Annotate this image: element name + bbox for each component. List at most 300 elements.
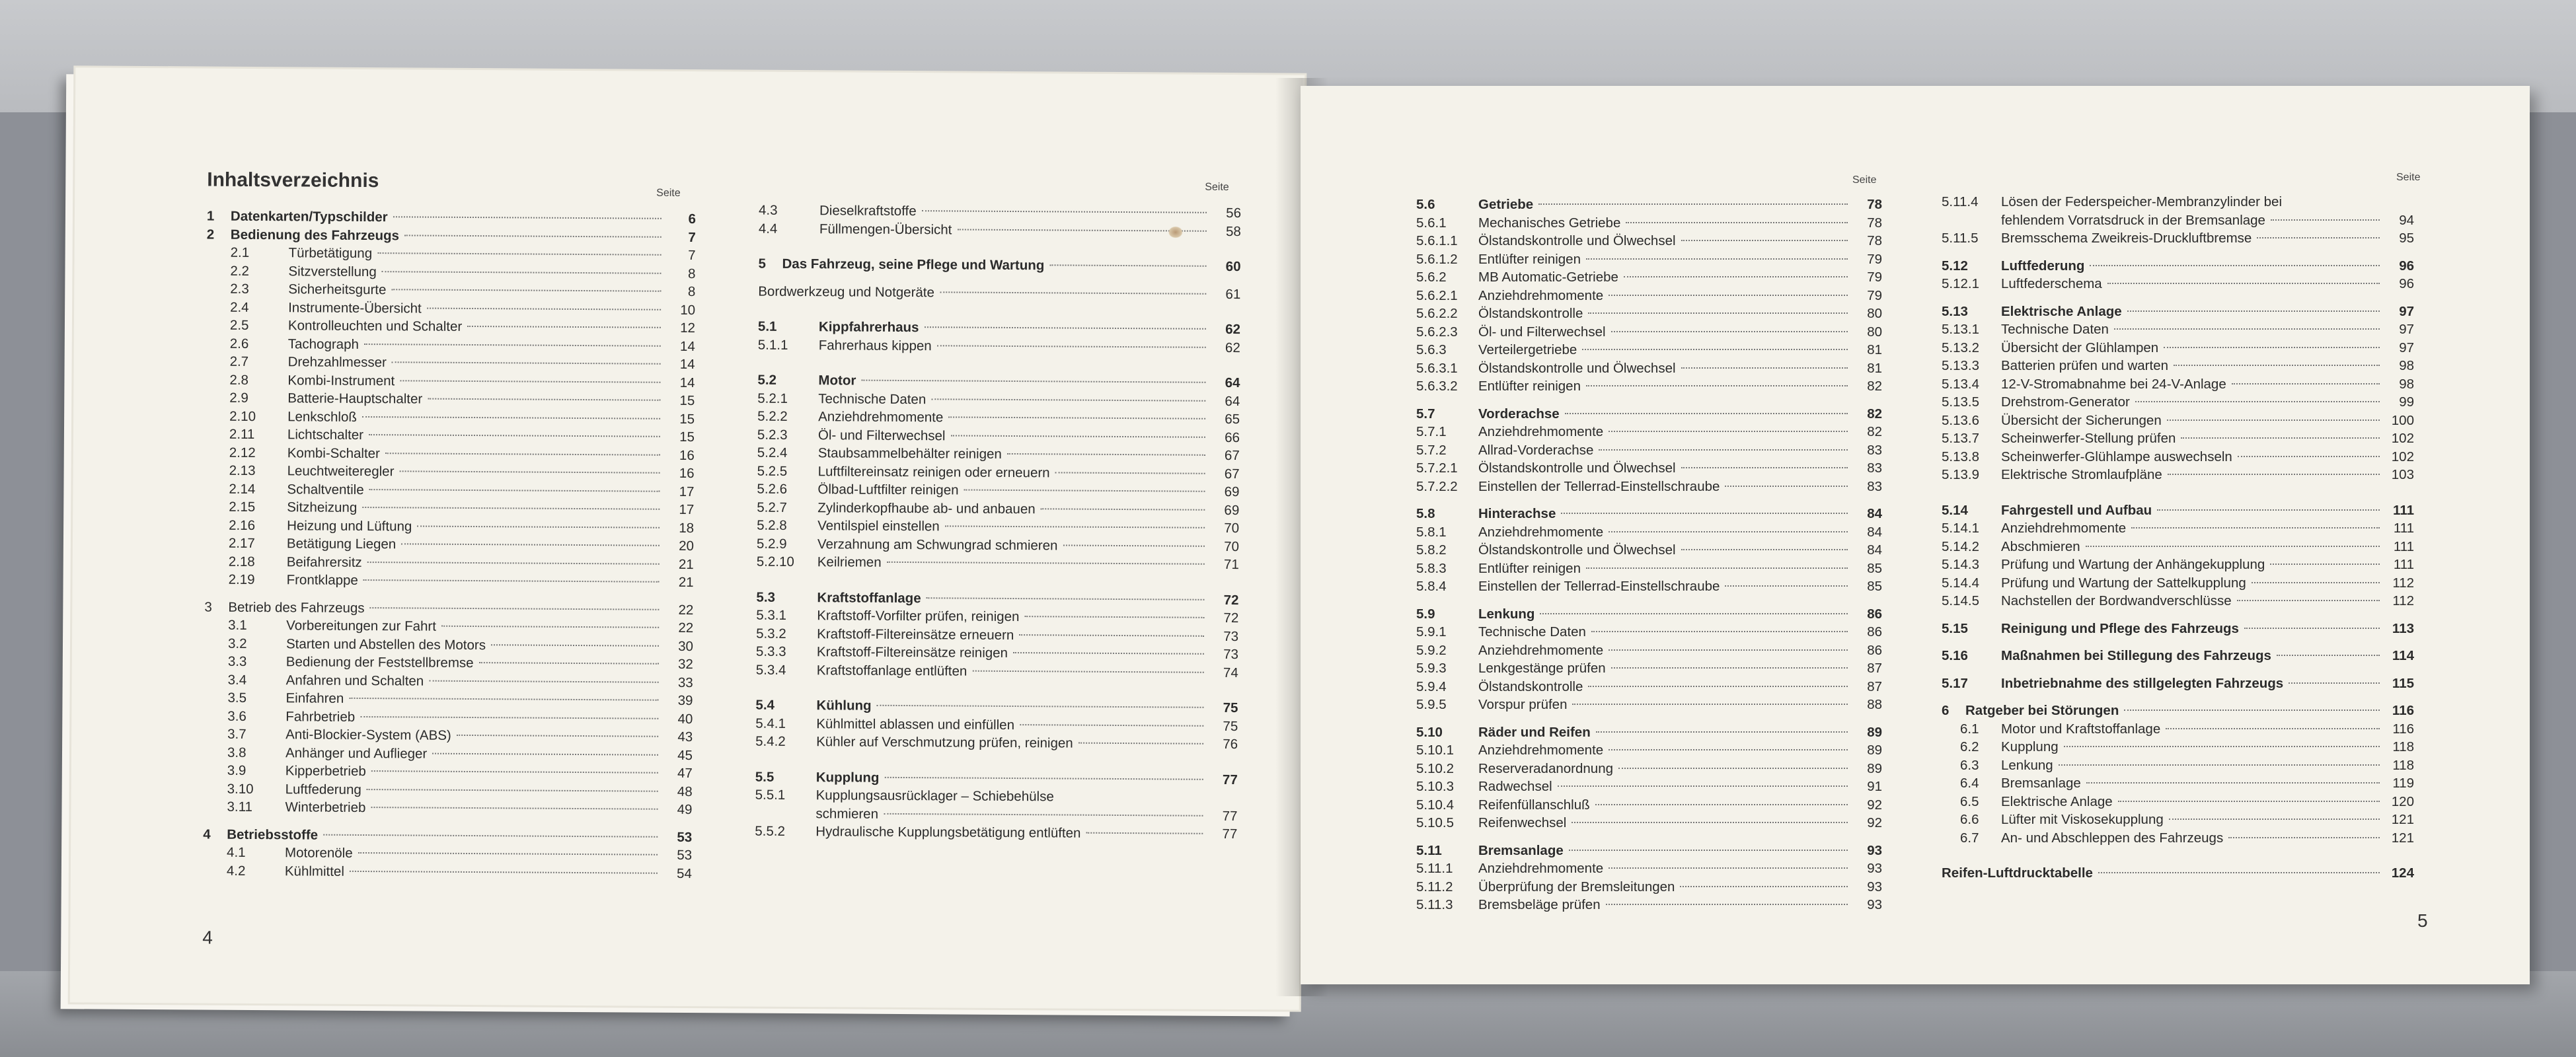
dot-leader [417, 525, 660, 528]
toc-entry-page: 78 [1867, 233, 1882, 248]
toc-entry-title: Allrad-Vorderachse [1478, 442, 1594, 458]
toc-entry-title: Entlüfter reinigen [1478, 251, 1581, 267]
toc-entry-number: 2.5 [229, 317, 249, 333]
toc-entry-page: 116 [2392, 721, 2414, 737]
toc-entry-page: 84 [1867, 524, 1882, 540]
toc-entry-number: 3.8 [227, 745, 246, 760]
toc-entry-title: Nachstellen der Bordwandverschlüsse [2001, 593, 2232, 608]
toc-entry [1416, 723, 1882, 742]
toc-entry-number: 3.4 [227, 672, 247, 688]
dot-leader [350, 870, 658, 873]
toc-entry-page: 15 [679, 411, 695, 427]
toc-entry-number: 5.6 [1416, 197, 1435, 212]
dot-leader [1013, 652, 1204, 655]
dot-leader [887, 562, 1205, 565]
dot-leader [940, 291, 1206, 294]
dot-leader [2064, 746, 2380, 747]
toc-entry-page: 93 [1867, 879, 1882, 894]
page-title: Inhaltsverzeichnis [207, 168, 379, 192]
toc-entry-page: 103 [2391, 467, 2414, 482]
dot-leader [2086, 782, 2380, 784]
toc-entry [755, 733, 1238, 754]
dot-leader [1611, 667, 1848, 669]
toc-entry-page: 64 [1225, 375, 1240, 391]
toc-entry-title: Lüfter mit Viskosekupplung [2001, 812, 2164, 827]
toc-entry-number: 5.6.1 [1416, 215, 1447, 231]
toc-entry-title: Zylinderkopfhaube ab- und anbauen [817, 499, 1036, 517]
toc-entry-number: 5.6.2.3 [1416, 324, 1458, 340]
toc-entry [1942, 519, 2414, 538]
toc-entry-page: 64 [1225, 393, 1240, 409]
toc-entry-number: 5.9.2 [1416, 642, 1447, 658]
toc-entry-number: 3.7 [227, 726, 246, 742]
toc-entry-title: Ölstandskontrolle und Ölwechsel [1478, 460, 1676, 476]
toc-entry-number: 3.11 [227, 799, 252, 815]
toc-entry [755, 696, 1238, 717]
dot-leader [2228, 837, 2380, 838]
toc-entry-page: 16 [679, 447, 695, 463]
toc-entry [1942, 193, 2414, 211]
toc-entry-page: 69 [1224, 484, 1240, 500]
toc-entry-title: Scheinwerfer-Glühlampe auswechseln [2001, 449, 2232, 464]
toc-entry-page: 8 [687, 283, 696, 300]
toc-entry-page: 78 [1867, 215, 1882, 231]
toc-entry [757, 462, 1240, 483]
toc-column-4 [1942, 193, 2414, 883]
toc-entry-title: Winterbetrieb [285, 799, 366, 816]
toc-entry-page: 22 [678, 620, 694, 636]
toc-entry [758, 336, 1240, 357]
toc-entry-number: 5.13.8 [1942, 449, 1979, 464]
toc-entry-number: 5.4.2 [755, 733, 786, 749]
toc-entry-number: 6.7 [1960, 830, 1979, 846]
toc-entry-page: 98 [2399, 358, 2414, 373]
toc-entry-page: 115 [2392, 675, 2414, 691]
dot-leader [1725, 585, 1848, 587]
toc-entry [1416, 896, 1882, 914]
toc-column-3 [1416, 196, 1882, 914]
toc-entry-page: 92 [1867, 815, 1882, 830]
toc-entry-title: Anziehdrehmomente [1478, 524, 1604, 540]
toc-entry [1416, 523, 1882, 542]
dot-leader [1681, 240, 1848, 241]
toc-entry-title: Lichtschalter [287, 427, 364, 443]
toc-entry-page: 102 [2391, 431, 2414, 446]
seite-label: Seite [1852, 174, 1877, 186]
toc-entry-number: 5.2.8 [757, 517, 787, 533]
toc-entry-page: 43 [677, 729, 693, 745]
toc-entry [203, 798, 692, 819]
toc-entry-number: 5.4.1 [755, 715, 786, 731]
toc-entry-title: Datenkarten/Typschilder [230, 208, 388, 225]
dot-leader [945, 525, 1205, 528]
toc-entry [758, 318, 1240, 339]
toc-entry [1416, 268, 1882, 287]
toc-entry-title: Starten und Abstellen des Motors [285, 636, 486, 653]
toc-entry [757, 480, 1239, 501]
toc-entry [757, 444, 1240, 465]
toc-entry-number: 5.3.4 [755, 662, 786, 678]
dot-leader [1572, 704, 1848, 705]
dot-leader [400, 380, 660, 383]
toc-entry [1416, 250, 1882, 269]
toc-entry-page: 72 [1223, 592, 1239, 608]
dot-leader [1680, 886, 1848, 887]
toc-entry-number: 5.5 [755, 769, 775, 785]
toc-entry-title: Fahrgestell und Aufbau [2001, 502, 2152, 518]
dot-leader [1558, 785, 1848, 787]
dot-leader [399, 470, 660, 473]
dot-leader [1086, 832, 1203, 834]
dot-leader [931, 398, 1205, 402]
dot-leader [1626, 222, 1848, 223]
toc-entry-number: 4.4 [758, 221, 778, 237]
toc-entry-page: 84 [1867, 542, 1882, 558]
toc-entry-page: 91 [1867, 779, 1882, 794]
toc-entry-title: Motorenöle [285, 845, 353, 861]
toc-entry-title: Reifenwechsel [1478, 815, 1567, 830]
toc-entry-title: Prüfung und Wartung der Sattelkupplung [2001, 575, 2246, 591]
toc-entry-page: 21 [678, 574, 694, 591]
toc-entry-page: 49 [677, 801, 693, 818]
dot-leader [1538, 203, 1848, 205]
toc-entry [1942, 257, 2414, 275]
toc-entry [1942, 556, 2414, 574]
toc-entry-page: 18 [679, 520, 695, 536]
toc-entry-title: Einstellen der Tellerrad-Einstellschraube [1478, 478, 1720, 494]
dot-leader [1609, 749, 1848, 750]
dot-leader [1681, 467, 1848, 468]
toc-entry-page: 12 [680, 320, 696, 336]
toc-entry-title: Lösen der Federspeicher-Membranzylinder bei [2001, 194, 2283, 209]
toc-entry-page: 111 [2393, 538, 2414, 554]
toc-entry-number: 5.3.1 [756, 607, 786, 623]
dot-leader [2232, 383, 2380, 384]
toc-entry-page: 71 [1223, 556, 1239, 573]
toc-entry [1942, 448, 2414, 466]
toc-entry-number: 4.3 [758, 202, 778, 218]
dot-leader [1049, 264, 1206, 266]
dot-leader [2289, 682, 2380, 684]
dot-leader [371, 807, 658, 810]
page-number: 5 [2417, 910, 2428, 931]
toc-entry-number: 3.5 [227, 690, 247, 706]
toc-entry-title: Verzahnung am Schwungrad schmieren [817, 536, 1058, 553]
toc-entry [757, 553, 1239, 574]
toc-entry-title: Kipperbetrieb [285, 763, 366, 780]
dot-leader [2118, 801, 2380, 802]
toc-entry [1416, 214, 1882, 233]
toc-entry [1942, 674, 2414, 693]
dot-leader [1609, 531, 1848, 532]
toc-entry-number: 2.8 [229, 372, 249, 388]
toc-entry-number: 6 [1942, 703, 1950, 718]
toc-entry-page: 6 [688, 211, 697, 227]
toc-entry-number: 5.9.1 [1416, 624, 1447, 639]
toc-entry-title: Technische Daten [1478, 624, 1586, 639]
dot-leader [428, 398, 660, 401]
dot-leader [1606, 904, 1848, 905]
toc-entry-number: 2.19 [228, 571, 255, 588]
toc-entry-title: Betrieb des Fahrzeugs [228, 599, 365, 616]
toc-entry-number: 5.14.3 [1942, 557, 1979, 572]
toc-entry-page: 65 [1225, 411, 1240, 427]
toc-entry-number: 5.11.4 [1942, 194, 1979, 209]
toc-entry-page: 60 [1225, 258, 1241, 275]
toc-entry-title: Lenkung [2001, 757, 2053, 773]
toc-entry-number: 5.6.1.2 [1416, 251, 1458, 267]
toc-entry-page: 83 [1867, 478, 1882, 494]
dot-leader [884, 813, 1203, 816]
toc-entry-number: 5.13.5 [1942, 394, 1979, 410]
dot-leader [1596, 731, 1848, 733]
dot-leader [371, 770, 658, 774]
dot-leader [2252, 582, 2380, 583]
toc-entry-title: Kraftstoffanlage [817, 589, 921, 606]
toc-entry-number: 5.2.4 [757, 445, 788, 460]
dot-leader [358, 852, 658, 856]
toc-entry-page: 79 [1867, 251, 1882, 267]
toc-entry-page: 17 [679, 501, 695, 518]
toc-entry-number: 5.2.5 [757, 463, 788, 479]
toc-entry [1416, 741, 1882, 760]
toc-entry [1416, 541, 1882, 560]
toc-entry-number: 5.14.5 [1942, 593, 1979, 608]
dot-leader [2059, 764, 2380, 766]
dot-leader [964, 490, 1205, 492]
toc-entry-number: 5.11 [1416, 842, 1442, 858]
toc-entry-number: 5.11.5 [1942, 231, 1979, 246]
toc-entry-title: Kühlmittel [284, 863, 345, 879]
toc-entry-number: 5.13.7 [1942, 431, 1979, 446]
toc-entry-title: Kraftstoffanlage entlüften [816, 662, 967, 679]
toc-entry-page: 97 [2399, 340, 2414, 355]
toc-entry-title: Entlüfter reinigen [1478, 560, 1581, 576]
dot-leader [369, 434, 660, 437]
toc-entry-page: 100 [2391, 412, 2414, 428]
toc-entry-page: 83 [1867, 442, 1882, 458]
toc-entry-page: 22 [678, 602, 694, 618]
toc-entry-number: 3 [204, 599, 212, 615]
toc-entry-page: 70 [1224, 538, 1240, 554]
dot-leader [2237, 600, 2380, 601]
dot-leader [1595, 804, 1848, 805]
toc-entry-title: Leuchtweiteregler [287, 463, 395, 480]
toc-entry [1942, 620, 2414, 638]
toc-entry [1942, 357, 2414, 375]
dot-leader [1565, 413, 1848, 414]
toc-entry-page: 56 [1226, 205, 1242, 221]
dot-leader [2244, 628, 2380, 629]
toc-entry-page: 96 [2399, 258, 2414, 273]
toc-entry-number: 5.2.10 [756, 554, 794, 569]
toc-entry-number: 5.13.4 [1942, 376, 1979, 392]
toc-entry-title: Frontklappe [286, 572, 358, 588]
toc-entry-number: 3.6 [227, 708, 246, 724]
dot-leader [441, 626, 659, 628]
toc-entry-page: 89 [1867, 743, 1882, 758]
dot-leader [369, 489, 660, 492]
toc-entry-page: 124 [2391, 865, 2414, 881]
toc-entry [1942, 738, 2414, 756]
dot-leader [2174, 365, 2380, 366]
toc-entry-number: 5.6.3.2 [1416, 379, 1458, 394]
toc-entry-page: 7 [688, 229, 696, 245]
dot-leader [370, 607, 660, 610]
toc-entry-number: 2.1 [230, 244, 250, 260]
toc-entry-title: Elektrische Anlage [2001, 303, 2122, 319]
dot-leader [2277, 655, 2380, 656]
toc-entry [757, 498, 1239, 519]
dot-leader [2114, 328, 2380, 330]
toc-entry [1942, 574, 2414, 593]
toc-entry-page: 69 [1224, 502, 1240, 518]
toc-entry-title: Fahrbetrieb [285, 708, 356, 725]
dot-leader [392, 361, 661, 364]
toc-entry-page: 7 [688, 247, 696, 264]
toc-entry-page: 102 [2391, 449, 2414, 464]
toc-entry [1416, 323, 1882, 342]
toc-entry-page: 93 [1867, 842, 1882, 858]
toc-entry-page: 118 [2392, 757, 2414, 773]
toc-entry-title: Bedienung des Fahrzeugs [230, 227, 400, 243]
dot-leader [479, 662, 659, 665]
toc-entry-title: Betätigung Liegen [286, 536, 397, 552]
dot-leader [1609, 867, 1848, 869]
toc-entry-page: 81 [1867, 342, 1882, 357]
dot-leader [937, 345, 1206, 347]
toc-entry-page: 14 [679, 338, 695, 354]
toc-entry [1942, 229, 2414, 248]
toc-entry-title: Drehstrom-Generator [2001, 394, 2130, 410]
dot-leader [951, 435, 1205, 437]
toc-entry-title: Kontrolleuchten und Schalter [287, 318, 463, 334]
dot-leader [1055, 472, 1205, 474]
toc-entry-title: Öl- und Filterwechsel [1478, 324, 1606, 340]
dot-leader [382, 271, 662, 274]
toc-entry-page: 97 [2399, 303, 2414, 319]
dot-leader [861, 380, 1205, 383]
dot-leader [1572, 822, 1848, 823]
toc-entry-title: Türbetätigung [288, 245, 373, 262]
dot-leader [1609, 295, 1848, 296]
dot-leader [2124, 710, 2380, 711]
toc-entry-title: Reinigung und Pflege des Fahrzeugs [2001, 620, 2239, 636]
toc-entry-title: Anziehdrehmomente [1478, 743, 1604, 758]
toc-entry-page: 80 [1867, 306, 1882, 321]
toc-entry [1416, 760, 1882, 778]
toc-entry-title: Luftfederung [2001, 258, 2085, 273]
toc-entry-page: 66 [1225, 429, 1240, 445]
toc-entry [757, 425, 1240, 447]
dot-leader [2270, 564, 2380, 565]
toc-entry [756, 661, 1238, 682]
toc-entry-page: 54 [677, 865, 692, 881]
toc-entry-title: Anziehdrehmomente [1478, 424, 1604, 439]
toc-entry-number: 6.4 [1960, 776, 1979, 791]
toc-entry-number: 5.7.1 [1416, 424, 1447, 439]
seite-label: Seite [1205, 181, 1229, 193]
toc-entry-title: Kupplung [2001, 739, 2059, 754]
toc-entry-title: Das Fahrzeug, seine Pflege und Wartung [782, 256, 1045, 273]
toc-entry [1942, 303, 2414, 321]
toc-entry-number: 5.6.1.1 [1416, 233, 1458, 248]
toc-entry-page: 74 [1223, 665, 1238, 680]
toc-entry [1416, 577, 1882, 596]
toc-entry-title: 12-V-Stromabnahme bei 24-V-Anlage [2001, 376, 2226, 392]
toc-entry-number: 2.17 [228, 535, 255, 552]
toc-entry-title: Kombi-Instrument [287, 372, 395, 388]
toc-entry-number: 5.10.1 [1416, 743, 1454, 758]
dot-leader [385, 453, 660, 456]
toc-entry [1942, 501, 2414, 520]
toc-entry-page: 14 [679, 356, 695, 373]
dot-leader [2098, 872, 2380, 873]
toc-entry-title: Lenkung [1478, 606, 1535, 622]
toc-entry-page: 73 [1223, 646, 1239, 663]
toc-entry-number: 5.2.3 [757, 427, 788, 443]
toc-entry-number: 2.16 [229, 517, 256, 533]
toc-entry-page: 45 [677, 747, 693, 763]
toc-entry-page: 8 [687, 266, 696, 281]
toc-entry-title: Anziehdrehmomente [1478, 642, 1604, 658]
toc-entry-title: Ölstandskontrolle und Ölwechsel [1478, 542, 1676, 558]
toc-entry-title: Ölstandskontrolle [1478, 678, 1583, 694]
dot-leader [1019, 634, 1204, 637]
toc-entry [1942, 538, 2414, 556]
toc-entry-title: Vorbereitungen zur Fahrt [286, 618, 437, 634]
dot-leader [2166, 728, 2380, 729]
dot-leader [349, 698, 658, 701]
toc-entry [1416, 796, 1882, 815]
toc-entry-title: Hydraulische Kupplungsbetätigung entlüften [815, 824, 1081, 841]
toc-entry-title: Inbetriebnahme des stillgelegten Fahrzeugs [2001, 675, 2284, 691]
toc-entry-title: Ratgeber bei Störungen [1965, 703, 2119, 718]
toc-entry-page: 114 [2392, 648, 2414, 663]
toc-entry-page: 111 [2393, 502, 2414, 518]
toc-entry [1942, 774, 2414, 793]
toc-entry-number: 5.14.1 [1942, 521, 1979, 536]
toc-entry-number: 5.10.4 [1416, 797, 1454, 813]
toc-entry-page: 111 [2393, 557, 2414, 572]
toc-entry-page: 30 [678, 638, 694, 654]
toc-entry-page: 93 [1867, 861, 1882, 876]
toc-entry-number: 5.4 [755, 697, 775, 713]
toc-entry-page: 72 [1223, 610, 1239, 626]
dot-leader [360, 715, 658, 719]
dot-leader [1063, 544, 1204, 546]
toc-entry-number: 5.1.1 [757, 337, 788, 353]
toc-entry-page: 67 [1224, 447, 1240, 464]
toc-entry-page: 94 [2399, 212, 2414, 228]
toc-entry-page: 77 [1222, 772, 1238, 787]
toc-entry [757, 534, 1239, 556]
dot-leader [1588, 686, 1848, 687]
dot-leader [1725, 486, 1848, 487]
dot-leader [432, 752, 658, 755]
toc-entry-page: 96 [2399, 276, 2414, 291]
toc-entry [1416, 878, 1882, 896]
toc-entry-title: Kühlmittel ablassen und einfüllen [816, 715, 1015, 733]
toc-entry-title: Maßnahmen bei Stillegung des Fahrzeugs [2001, 648, 2271, 663]
toc-entry-number: 3.3 [227, 653, 247, 669]
toc-entry-title: Sicherheitsgurte [288, 281, 387, 298]
toc-entry-number: 5.10.5 [1416, 815, 1454, 830]
toc-entry-title: Mechanisches Getriebe [1478, 215, 1621, 231]
toc-entry [1416, 305, 1882, 323]
dot-leader [393, 216, 662, 219]
dot-leader [491, 644, 659, 647]
